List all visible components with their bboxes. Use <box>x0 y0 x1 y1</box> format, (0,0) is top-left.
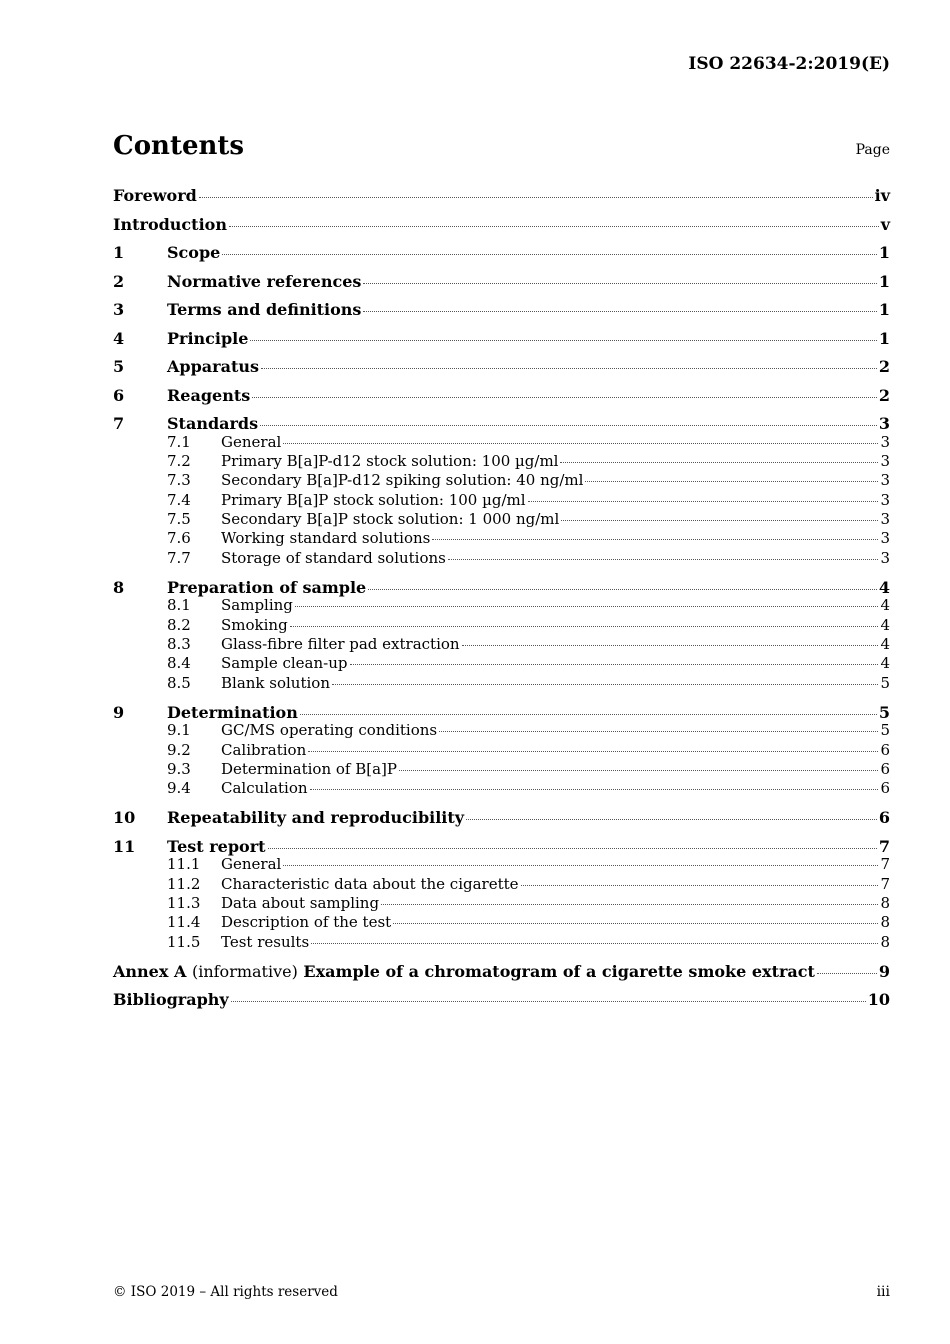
toc-entry-page: 3 <box>880 490 890 509</box>
leader-dots <box>381 904 878 905</box>
toc-entry-title: Repeatability and reproducibility <box>167 808 465 828</box>
toc-entry-subsection-8.2[interactable] <box>113 616 890 635</box>
toc-entry-page: 7 <box>880 874 890 893</box>
toc-entry-page: 3 <box>878 414 890 433</box>
toc-entry-page: 4 <box>880 635 890 654</box>
toc-entry-subsection-8.3[interactable] <box>113 635 890 654</box>
toc-entry-page: 3 <box>880 432 890 451</box>
toc-entry-subsection-9.2[interactable] <box>113 741 890 760</box>
leader-dots <box>295 606 879 607</box>
toc-entry-section-1[interactable] <box>113 242 890 271</box>
page-number: iii <box>876 1284 890 1300</box>
toc-entry-number: 2 <box>113 271 125 291</box>
toc-entry-section-8[interactable] <box>113 577 890 597</box>
toc-entry-title: Smoking <box>221 615 288 634</box>
section-spacer <box>113 693 890 702</box>
toc-entry-subsection-8.5[interactable] <box>113 674 890 693</box>
toc-entry-number: 8.2 <box>167 615 191 634</box>
toc-entry-number: 3 <box>113 300 125 319</box>
toc-entry-title: General <box>221 432 282 451</box>
toc-entry-title: Apparatus <box>167 357 259 376</box>
toc-entry-number: 11.5 <box>167 932 201 951</box>
toc-entry-number: 7.2 <box>167 451 191 470</box>
leader-dots <box>521 885 879 886</box>
toc-entry-page: 6 <box>880 779 890 798</box>
leader-dots <box>439 731 878 732</box>
toc-entry-subsection-9.3[interactable] <box>113 760 890 779</box>
section-spacer <box>113 952 890 961</box>
page-column-label: Page <box>855 142 890 158</box>
toc-entry-page: 3 <box>880 451 890 470</box>
toc-entry-title: Calculation <box>221 779 308 798</box>
toc-entry-number: 9.4 <box>167 779 191 798</box>
toc-entry-subsection-11.5[interactable] <box>113 933 890 952</box>
document-reference: ISO 22634-2:2019(E) <box>688 54 890 74</box>
toc-entry-subsection-11.1[interactable] <box>113 855 890 874</box>
annex-qualifier: (informative) <box>191 961 298 981</box>
toc-entry-subsection-8.4[interactable] <box>113 654 890 673</box>
leader-dots <box>466 819 877 820</box>
toc-entry-section-4[interactable] <box>113 328 890 357</box>
toc-entry-page: 1 <box>878 300 890 319</box>
toc-entry-page: 7 <box>880 855 890 874</box>
toc-entry-section-6[interactable] <box>113 385 890 414</box>
toc-entry-page: 9 <box>878 961 890 981</box>
leader-dots <box>363 283 876 284</box>
toc-entry-page: 1 <box>878 271 890 291</box>
toc-entry-page: 8 <box>880 894 890 913</box>
toc-entry-page: 1 <box>878 328 890 348</box>
toc-entry-page: v <box>880 214 890 234</box>
toc-entry-subsection-11.2[interactable] <box>113 875 890 894</box>
toc-entry-page: 6 <box>878 808 890 828</box>
toc-entry-subsection-7.4[interactable] <box>113 491 890 510</box>
toc-entry-number: 7.5 <box>167 510 191 529</box>
toc-entry-page: 7 <box>878 836 890 856</box>
toc-entry-number: 6 <box>113 385 125 405</box>
toc-entry-title: Normative references <box>167 271 362 291</box>
leader-dots <box>250 340 876 341</box>
leader-dots <box>363 311 876 312</box>
toc-entry-subsection-7.7[interactable] <box>113 549 890 568</box>
toc-entry-subsection-7.3[interactable] <box>113 471 890 490</box>
toc-entry-number: 7.4 <box>167 490 191 509</box>
toc-entry-page: 3 <box>880 471 890 490</box>
toc-entry-title: Test results <box>221 932 310 951</box>
toc-entry-page: 8 <box>880 913 890 932</box>
toc-entry-title: Reagents <box>167 385 251 405</box>
toc-entry-title: Calibration <box>221 740 307 759</box>
leader-dots <box>308 751 878 752</box>
leader-dots <box>528 501 879 502</box>
toc-entry-section-2[interactable] <box>113 271 890 300</box>
toc-entry-page: 3 <box>880 529 890 548</box>
toc-entry-title: Secondary B[a]P stock solution: 1 000 ng/ml <box>221 510 560 529</box>
toc-entry-subsection-7.5[interactable] <box>113 510 890 529</box>
leader-dots <box>311 943 878 944</box>
toc-entry-title: Terms and definitions <box>167 300 362 319</box>
toc-entry-bibliography[interactable] <box>113 989 890 1018</box>
toc-entry-page: 3 <box>880 548 890 567</box>
toc-entry-page: 4 <box>880 596 890 615</box>
toc-entry-number: 7.1 <box>167 432 191 451</box>
leader-dots <box>561 520 878 521</box>
leader-dots <box>283 865 878 866</box>
leader-dots <box>268 848 877 849</box>
toc-entry-section-3[interactable] <box>113 299 890 328</box>
toc-entry-section-5[interactable] <box>113 356 890 385</box>
toc-entry-section-10[interactable] <box>113 807 890 836</box>
toc-entry-title: Sampling <box>221 596 293 615</box>
toc-entry-number: 8.1 <box>167 596 191 615</box>
toc-entry-page: 5 <box>880 673 890 692</box>
leader-dots <box>399 770 878 771</box>
annex-label: Annex A <box>113 961 187 981</box>
toc-entry-title: Glass-fibre filter pad extraction <box>221 635 460 654</box>
toc-entry-title: Preparation of sample <box>167 577 367 597</box>
toc-entry-annex-a[interactable] <box>113 961 890 990</box>
toc-entry-number: 7.7 <box>167 548 191 567</box>
toc-entry-number: 7 <box>113 414 125 433</box>
toc-entry-number: 11.3 <box>167 894 201 913</box>
toc-entry-number: 11.1 <box>167 855 201 874</box>
toc-entry-number: 1 <box>113 243 125 262</box>
toc-entry-introduction[interactable] <box>113 214 890 243</box>
toc-entry-title: Test report <box>167 836 266 856</box>
leader-dots <box>199 197 873 198</box>
toc-entry-title: Secondary B[a]P-d12 spiking solution: 40 ng/ml <box>221 471 584 490</box>
toc-entry-subsection-9.4[interactable] <box>113 779 890 798</box>
toc-entry-page: 6 <box>880 740 890 759</box>
toc-entry-page: iv <box>874 186 890 205</box>
toc-entry-page: 4 <box>878 577 890 597</box>
leader-dots <box>222 254 877 255</box>
copyright-notice: © ISO 2019 – All rights reserved <box>113 1284 338 1300</box>
toc-entry-title: Standards <box>167 414 259 433</box>
leader-dots <box>300 714 877 715</box>
leader-dots <box>350 664 879 665</box>
toc-entry-page: 4 <box>880 615 890 634</box>
toc-entry-number: 9 <box>113 702 125 722</box>
toc-entry-title: General <box>221 855 282 874</box>
toc-entry-page: 8 <box>880 932 890 951</box>
toc-entry-number: 9.2 <box>167 740 191 759</box>
toc-entry-title <box>113 961 815 983</box>
page-title: Contents <box>113 131 245 161</box>
toc-entry-section-11[interactable] <box>113 836 890 856</box>
toc-entry-number: 8 <box>113 577 125 597</box>
toc-entry-page: 6 <box>880 759 890 778</box>
toc-entry-title: Principle <box>167 328 249 348</box>
leader-dots <box>332 684 878 685</box>
leader-dots <box>432 539 878 540</box>
leader-dots <box>310 789 879 790</box>
toc-entry-foreword[interactable] <box>113 185 890 214</box>
toc-entry-title: Primary B[a]P stock solution: 100 µg/ml <box>221 490 526 509</box>
toc-entry-subsection-8.1[interactable] <box>113 596 890 615</box>
toc-entry-number: 7.6 <box>167 529 191 548</box>
toc-entry-title: Primary B[a]P-d12 stock solution: 100 µg/ml <box>221 451 559 470</box>
toc-entry-page: 1 <box>878 243 890 262</box>
toc-entry-subsection-7.2[interactable] <box>113 452 890 471</box>
toc-entry-number: 11.4 <box>167 913 201 932</box>
leader-dots <box>229 226 879 227</box>
toc-entry-title: Storage of standard solutions <box>221 548 446 567</box>
table-of-contents <box>113 185 890 1018</box>
toc-entry-title: Bibliography <box>113 990 229 1010</box>
section-spacer <box>113 568 890 577</box>
toc-entry-subsection-7.1[interactable] <box>113 433 890 452</box>
toc-entry-page: 10 <box>867 990 890 1010</box>
toc-entry-page: 5 <box>880 721 890 740</box>
section-spacer <box>113 799 890 808</box>
toc-entry-page: 5 <box>878 702 890 722</box>
leader-dots <box>283 443 878 444</box>
toc-entry-number: 8.4 <box>167 654 191 673</box>
toc-entry-title: Foreword <box>113 186 197 205</box>
leader-dots <box>448 559 879 560</box>
annex-title: Example of a chromatogram of a cigarette smoke extract <box>303 961 815 981</box>
toc-entry-number: 5 <box>113 357 125 376</box>
leader-dots <box>252 397 877 398</box>
toc-entry-page: 3 <box>880 510 890 529</box>
toc-entry-number: 11.2 <box>167 874 201 893</box>
toc-entry-number: 8.3 <box>167 635 191 654</box>
toc-entry-title: Sample clean-up <box>221 654 348 673</box>
leader-dots <box>585 481 878 482</box>
leader-dots <box>231 1001 866 1002</box>
toc-entry-title: Characteristic data about the cigarette <box>221 874 519 893</box>
leader-dots <box>462 645 879 646</box>
toc-entry-number: 11 <box>113 836 136 856</box>
toc-entry-number: 4 <box>113 328 125 348</box>
leader-dots <box>368 589 877 590</box>
toc-entry-page: 4 <box>880 654 890 673</box>
toc-entry-title: GC/MS operating conditions <box>221 721 438 740</box>
toc-entry-number: 9.3 <box>167 759 191 778</box>
toc-entry-title: Determination of B[a]P <box>221 759 398 778</box>
toc-entry-title: Scope <box>167 243 221 262</box>
leader-dots <box>260 425 877 426</box>
toc-entry-subsection-11.3[interactable] <box>113 894 890 913</box>
leader-dots <box>560 462 878 463</box>
toc-sections <box>113 242 890 961</box>
toc-entry-number: 8.5 <box>167 673 191 692</box>
leader-dots <box>393 923 878 924</box>
toc-entry-number: 10 <box>113 808 136 828</box>
leader-dots <box>261 368 877 369</box>
leader-dots <box>290 626 879 627</box>
toc-entry-title: Description of the test <box>221 913 392 932</box>
toc-entry-number: 9.1 <box>167 721 191 740</box>
toc-entry-page: 2 <box>878 385 890 405</box>
leader-dots <box>817 973 877 974</box>
toc-entry-number: 7.3 <box>167 471 191 490</box>
toc-entry-title: Working standard solutions <box>221 529 431 548</box>
toc-entry-title: Introduction <box>113 214 227 234</box>
toc-entry-title: Blank solution <box>221 673 330 692</box>
toc-entry-page: 2 <box>878 357 890 376</box>
toc-entry-subsection-11.4[interactable] <box>113 913 890 932</box>
toc-entry-section-9[interactable] <box>113 702 890 722</box>
toc-entry-subsection-7.6[interactable] <box>113 529 890 548</box>
toc-entry-title: Data about sampling <box>221 894 380 913</box>
toc-entry-subsection-9.1[interactable] <box>113 721 890 740</box>
toc-entry-section-7[interactable] <box>113 413 890 433</box>
toc-entry-title: Determination <box>167 702 298 722</box>
